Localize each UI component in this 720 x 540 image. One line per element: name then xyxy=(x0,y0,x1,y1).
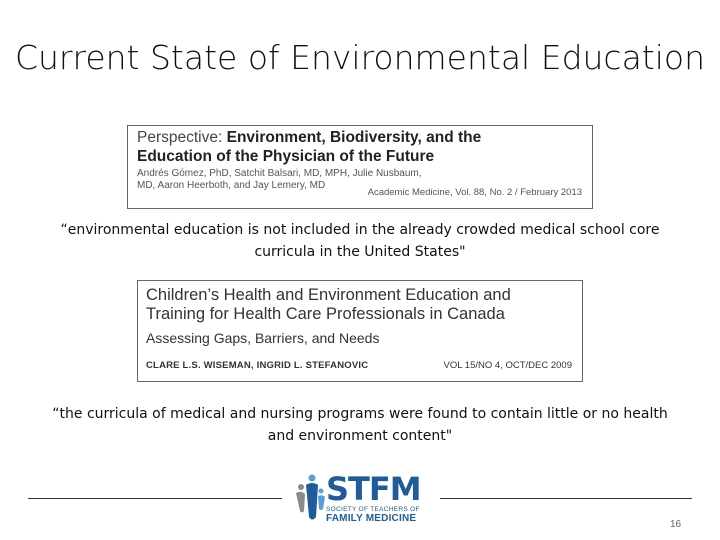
citation-1-authors: Andrés Gómez, PhD, Satchit Balsari, MD, MPH, Julie Nusbaum, MD, Aaron Heerboth, and Jay Lemery, MD xyxy=(137,168,422,191)
citation-childrens-health xyxy=(137,280,583,382)
citation-1-heading xyxy=(137,128,583,166)
stfm-subtitle-line1: SOCIETY OF TEACHERS OF xyxy=(326,506,420,513)
footer-divider-left xyxy=(28,498,282,499)
citation-1-title-line2: Education of the Physician of the Future xyxy=(137,148,435,165)
citation-2-subtitle: Assessing Gaps, Barriers, and Needs xyxy=(146,330,380,346)
footer-divider-right xyxy=(440,498,692,499)
citation-1-journal: Academic Medicine, Vol. 88, No. 2 / February 2013 xyxy=(367,187,582,198)
citation-2-title-line1: Children’s Health and Environment Education and xyxy=(146,286,511,304)
citation-academic-medicine xyxy=(127,125,593,209)
citation-2-title-line2: Training for Health Care Professionals in Canada xyxy=(146,305,505,323)
slide-title: Current State of Environmental Education xyxy=(14,38,706,77)
stfm-wordmark: STFM xyxy=(326,470,421,508)
citation-1-title-line1: Environment, Biodiversity, and the xyxy=(226,129,482,146)
citation-1-label: Perspective: xyxy=(137,129,223,146)
stfm-figures-icon xyxy=(292,473,326,529)
citation-2-authors: CLARE L.S. WISEMAN, INGRID L. STEFANOVIC xyxy=(146,360,369,371)
stfm-logo-text xyxy=(326,470,421,524)
citation-2-footer xyxy=(146,360,572,371)
stfm-subtitle-line2: FAMILY MEDICINE xyxy=(326,513,417,524)
quote-2: “the curricula of medical and nursing programs were found to contain little or no health and environment content" xyxy=(52,406,668,444)
citation-2-volume: VOL 15/NO 4, OCT/DEC 2009 xyxy=(443,360,572,371)
stfm-logo xyxy=(292,470,432,529)
page-number: 16 xyxy=(670,519,682,530)
quote-1: “environmental education is not included in the already crowded medical school core curricula in the United States" xyxy=(60,222,660,260)
